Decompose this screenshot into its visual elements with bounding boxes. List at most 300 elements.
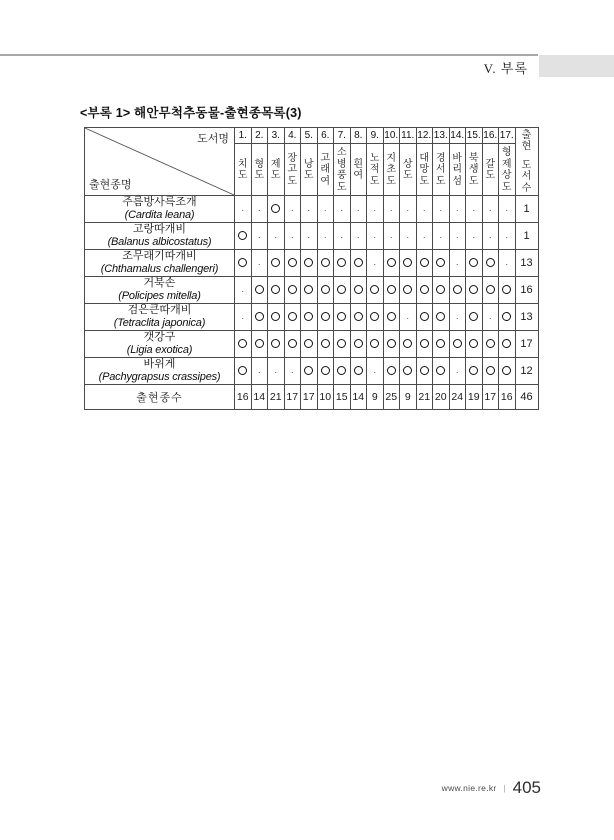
species-row <box>85 223 539 250</box>
presence-circle-icon <box>304 285 313 294</box>
presence-circle-icon <box>436 339 445 348</box>
absence-dot-icon: · <box>257 205 261 215</box>
presence-circle-icon <box>436 312 445 321</box>
absence-dot-icon: · <box>340 205 344 215</box>
presence-cell <box>416 304 433 331</box>
species-row <box>85 277 539 304</box>
presence-circle-icon <box>321 366 330 375</box>
island-name-char: 상 <box>501 170 512 181</box>
island-name-char: 도 <box>270 170 281 181</box>
island-species-count-6: 10 <box>317 385 334 410</box>
island-name-text <box>301 158 317 182</box>
island-name-char: 도 <box>336 181 347 193</box>
presence-circle-icon <box>304 258 313 267</box>
absence-dot-icon: · <box>290 367 294 377</box>
presence-circle-icon <box>288 258 297 267</box>
total-header-char: 현 <box>521 141 532 153</box>
island-name-char: 도 <box>287 175 298 187</box>
presence-cell <box>350 277 367 304</box>
island-species-count-7: 15 <box>334 385 351 410</box>
island-name-char: 망 <box>419 164 430 176</box>
absence-dot-icon: · <box>472 205 476 215</box>
absence-dot-icon: · <box>257 259 261 269</box>
presence-cell <box>301 196 318 223</box>
absence-dot-icon: · <box>373 367 377 377</box>
presence-circle-icon <box>436 285 445 294</box>
species-scientific-name: (Pachygrapsus crassipes) <box>98 371 221 383</box>
presence-cell <box>499 277 516 304</box>
island-name-char: 형 <box>501 147 512 158</box>
absence-dot-icon: · <box>373 259 377 269</box>
island-name-char: 도 <box>254 170 265 181</box>
presence-circle-icon <box>271 258 280 267</box>
footer-separator: | <box>503 783 506 793</box>
island-name-char: 서 <box>435 164 446 176</box>
presence-cell <box>383 304 400 331</box>
absence-dot-icon: · <box>455 232 459 242</box>
total-header-char: 도 <box>521 159 532 171</box>
species-row <box>85 304 539 331</box>
presence-cell <box>284 358 301 385</box>
absence-dot-icon: · <box>241 286 245 296</box>
island-name-15 <box>466 144 483 196</box>
presence-cell <box>235 250 252 277</box>
presence-circle-icon <box>354 285 363 294</box>
species-total-cell: 1 <box>515 196 538 223</box>
presence-cell <box>383 277 400 304</box>
presence-circle-icon <box>354 312 363 321</box>
island-species-count-5: 17 <box>301 385 318 410</box>
presence-cell <box>466 331 483 358</box>
island-name-char: 바 <box>452 152 463 164</box>
presence-cell <box>367 250 384 277</box>
presence-circle-icon <box>354 339 363 348</box>
island-name-char: 제 <box>501 158 512 170</box>
corner-label-island: 도서명 <box>197 133 229 145</box>
island-name-char: 리 <box>452 164 463 176</box>
island-name-char: 갈 <box>485 158 496 170</box>
island-name-char: 고 <box>320 152 331 164</box>
corner-cell <box>85 128 235 196</box>
presence-cell <box>350 196 367 223</box>
island-number-5: 5. <box>301 128 318 144</box>
presence-circle-icon <box>502 366 511 375</box>
presence-cell <box>367 223 384 250</box>
island-name-5 <box>301 144 318 196</box>
presence-cell <box>284 223 301 250</box>
presence-circle-icon <box>304 312 313 321</box>
island-number-14: 14. <box>449 128 466 144</box>
presence-cell <box>367 196 384 223</box>
island-name-char: 도 <box>402 170 413 181</box>
absence-dot-icon: · <box>488 232 492 242</box>
presence-cell <box>482 304 499 331</box>
presence-cell <box>268 304 285 331</box>
absence-dot-icon: · <box>406 232 410 242</box>
presence-cell <box>400 223 417 250</box>
presence-cell <box>466 250 483 277</box>
island-name-char: 지 <box>386 152 397 164</box>
presence-cell <box>301 250 318 277</box>
presence-circle-icon <box>238 366 247 375</box>
presence-cell <box>235 331 252 358</box>
presence-circle-icon <box>403 258 412 267</box>
presence-circle-icon <box>337 312 346 321</box>
presence-circle-icon <box>288 285 297 294</box>
species-row <box>85 358 539 385</box>
presence-cell <box>301 277 318 304</box>
presence-circle-icon <box>255 312 264 321</box>
island-species-count-4: 17 <box>284 385 301 410</box>
island-name-text <box>433 152 449 188</box>
island-name-3 <box>268 144 285 196</box>
presence-circle-icon <box>271 312 280 321</box>
island-name-char: 장 <box>287 152 298 164</box>
presence-cell <box>268 196 285 223</box>
island-name-text <box>351 158 367 182</box>
island-number-3: 3. <box>268 128 285 144</box>
presence-cell <box>284 304 301 331</box>
island-name-char: 병 <box>336 158 347 170</box>
presence-circle-icon <box>469 285 478 294</box>
table-head <box>85 128 539 196</box>
presence-circle-icon <box>420 285 429 294</box>
species-scientific-name: (Policipes mitella) <box>118 290 201 302</box>
presence-cell <box>400 196 417 223</box>
presence-cell <box>466 223 483 250</box>
island-name-char: 북 <box>468 152 479 164</box>
presence-circle-icon <box>304 339 313 348</box>
presence-cell <box>449 358 466 385</box>
footer-site-url: www.nie.re.kr <box>441 783 497 793</box>
island-species-count-14: 24 <box>449 385 466 410</box>
island-name-char: 형 <box>254 158 265 170</box>
presence-cell <box>482 223 499 250</box>
island-name-char: 고 <box>287 164 298 176</box>
species-korean-name: 주름방사륵조개 <box>122 196 197 208</box>
presence-cell <box>499 331 516 358</box>
absence-dot-icon: · <box>389 205 393 215</box>
total-header-char: 출 <box>521 129 532 141</box>
presence-circle-icon <box>387 312 396 321</box>
island-name-text <box>483 158 499 182</box>
presence-circle-icon <box>420 258 429 267</box>
presence-cell <box>449 277 466 304</box>
absence-dot-icon: · <box>439 232 443 242</box>
presence-circle-icon <box>337 258 346 267</box>
presence-cell <box>334 277 351 304</box>
presence-cell <box>268 277 285 304</box>
island-name-text <box>268 158 284 182</box>
island-species-count-15: 19 <box>466 385 483 410</box>
species-scientific-name: (Tetraclita japonica) <box>113 317 206 329</box>
grand-total-cell: 46 <box>515 385 538 410</box>
header-rule <box>0 54 538 56</box>
island-name-char: 생 <box>468 164 479 176</box>
presence-cell <box>268 223 285 250</box>
section-label: V. 부록 <box>483 61 528 76</box>
presence-circle-icon <box>420 366 429 375</box>
absence-dot-icon: · <box>274 367 278 377</box>
species-total-cell: 16 <box>515 277 538 304</box>
presence-cell <box>251 331 268 358</box>
presence-circle-icon <box>420 339 429 348</box>
corner-label-species: 출현종명 <box>89 179 132 191</box>
species-korean-name: 검은큰따개비 <box>127 304 192 316</box>
presence-circle-icon <box>469 312 478 321</box>
presence-cell <box>433 277 450 304</box>
absence-dot-icon: · <box>472 232 476 242</box>
island-name-text <box>285 152 301 188</box>
species-name-cell <box>85 223 235 250</box>
presence-cell <box>383 358 400 385</box>
presence-circle-icon <box>486 366 495 375</box>
absence-dot-icon: · <box>356 232 360 242</box>
presence-cell <box>334 331 351 358</box>
presence-cell <box>433 358 450 385</box>
presence-cell <box>334 223 351 250</box>
island-name-1 <box>235 144 252 196</box>
presence-cell <box>235 223 252 250</box>
island-name-text <box>235 158 251 182</box>
presence-cell <box>383 223 400 250</box>
presence-circle-icon <box>238 258 247 267</box>
presence-circle-icon <box>387 285 396 294</box>
island-number-1: 1. <box>235 128 252 144</box>
absence-dot-icon: · <box>340 232 344 242</box>
absence-dot-icon: · <box>274 232 278 242</box>
presence-cell <box>482 358 499 385</box>
presence-circle-icon <box>436 366 445 375</box>
total-column-header <box>515 128 538 196</box>
presence-cell <box>482 250 499 277</box>
presence-cell <box>466 196 483 223</box>
footer-row <box>85 385 539 410</box>
island-number-2: 2. <box>251 128 268 144</box>
presence-circle-icon <box>387 339 396 348</box>
presence-cell <box>499 196 516 223</box>
presence-cell <box>416 331 433 358</box>
species-count-label: 출현종수 <box>85 385 235 410</box>
species-name-cell <box>85 304 235 331</box>
presence-circle-icon <box>271 204 280 213</box>
presence-cell <box>268 331 285 358</box>
presence-cell <box>284 331 301 358</box>
island-name-text <box>367 152 383 188</box>
island-species-count-12: 21 <box>416 385 433 410</box>
presence-cell <box>433 196 450 223</box>
absence-dot-icon: · <box>505 205 509 215</box>
presence-cell <box>367 304 384 331</box>
island-number-9: 9. <box>367 128 384 144</box>
presence-circle-icon <box>238 231 247 240</box>
presence-cell <box>383 250 400 277</box>
island-species-count-9: 9 <box>367 385 384 410</box>
presence-cell <box>367 331 384 358</box>
species-total-cell: 13 <box>515 304 538 331</box>
island-name-char: 래 <box>320 164 331 176</box>
absence-dot-icon: · <box>439 205 443 215</box>
absence-dot-icon: · <box>455 205 459 215</box>
presence-cell <box>301 331 318 358</box>
island-species-count-10: 25 <box>383 385 400 410</box>
presence-cell <box>482 277 499 304</box>
island-number-7: 7. <box>334 128 351 144</box>
presence-cell <box>350 250 367 277</box>
absence-dot-icon: · <box>505 259 509 269</box>
section-tab <box>539 55 614 77</box>
presence-cell <box>416 223 433 250</box>
presence-circle-icon <box>453 339 462 348</box>
presence-cell <box>317 331 334 358</box>
absence-dot-icon: · <box>356 205 360 215</box>
species-korean-name: 고랑따개비 <box>132 223 187 235</box>
presence-cell <box>334 250 351 277</box>
absence-dot-icon: · <box>323 232 327 242</box>
species-row <box>85 250 539 277</box>
island-number-12: 12. <box>416 128 433 144</box>
island-name-char: 도 <box>468 175 479 187</box>
absence-dot-icon: · <box>373 205 377 215</box>
absence-dot-icon: · <box>373 232 377 242</box>
island-name-char: 제 <box>270 158 281 170</box>
presence-circle-icon <box>255 285 264 294</box>
island-species-count-3: 21 <box>268 385 285 410</box>
species-total-cell: 12 <box>515 358 538 385</box>
island-number-15: 15. <box>466 128 483 144</box>
species-name-cell <box>85 331 235 358</box>
species-korean-name: 바위게 <box>143 358 176 370</box>
island-name-char: 흰 <box>353 158 364 170</box>
presence-cell <box>499 250 516 277</box>
island-name-char: 노 <box>369 152 380 164</box>
island-name-char: 풍 <box>336 170 347 181</box>
species-row <box>85 331 539 358</box>
presence-circle-icon <box>403 366 412 375</box>
island-name-text <box>499 146 515 193</box>
presence-cell <box>466 358 483 385</box>
presence-cell <box>367 358 384 385</box>
absence-dot-icon: · <box>455 367 459 377</box>
island-name-char: 치 <box>237 158 248 170</box>
presence-cell <box>400 304 417 331</box>
presence-circle-icon <box>354 258 363 267</box>
presence-cell <box>317 304 334 331</box>
presence-cell <box>449 196 466 223</box>
absence-dot-icon: · <box>505 232 509 242</box>
island-number-16: 16. <box>482 128 499 144</box>
presence-cell <box>499 304 516 331</box>
absence-dot-icon: · <box>406 313 410 323</box>
presence-circle-icon <box>288 339 297 348</box>
presence-circle-icon <box>255 339 264 348</box>
island-name-10 <box>383 144 400 196</box>
presence-circle-icon <box>387 258 396 267</box>
presence-cell <box>400 358 417 385</box>
species-row <box>85 196 539 223</box>
absence-dot-icon: · <box>290 205 294 215</box>
presence-cell <box>251 304 268 331</box>
species-scientific-name: (Cardita leana) <box>124 209 195 221</box>
presence-cell <box>251 358 268 385</box>
presence-circle-icon <box>486 339 495 348</box>
presence-cell <box>317 277 334 304</box>
presence-circle-icon <box>288 312 297 321</box>
presence-cell <box>416 196 433 223</box>
island-number-8: 8. <box>350 128 367 144</box>
island-number-4: 4. <box>284 128 301 144</box>
island-name-8 <box>350 144 367 196</box>
page-title: <부록 1> 해안무척추동물-출현종목록(3) <box>80 106 302 120</box>
total-header-text <box>516 129 538 195</box>
presence-cell <box>251 277 268 304</box>
presence-cell <box>433 223 450 250</box>
presence-cell <box>235 277 252 304</box>
island-name-7 <box>334 144 351 196</box>
island-name-char: 낭 <box>303 158 314 170</box>
absence-dot-icon: · <box>422 232 426 242</box>
presence-circle-icon <box>502 312 511 321</box>
presence-circle-icon <box>370 285 379 294</box>
presence-cell <box>301 358 318 385</box>
presence-circle-icon <box>387 366 396 375</box>
presence-cell <box>334 196 351 223</box>
island-species-count-2: 14 <box>251 385 268 410</box>
presence-circle-icon <box>486 285 495 294</box>
species-name-cell <box>85 250 235 277</box>
island-name-char: 도 <box>303 170 314 181</box>
species-name-cell <box>85 277 235 304</box>
presence-circle-icon <box>370 312 379 321</box>
island-name-14 <box>449 144 466 196</box>
presence-cell <box>449 250 466 277</box>
presence-circle-icon <box>321 258 330 267</box>
absence-dot-icon: · <box>422 205 426 215</box>
presence-circle-icon <box>354 366 363 375</box>
presence-cell <box>482 196 499 223</box>
species-total-cell: 1 <box>515 223 538 250</box>
island-name-char: 도 <box>369 175 380 187</box>
presence-circle-icon <box>436 258 445 267</box>
table-body <box>85 196 539 385</box>
island-name-text <box>417 152 433 188</box>
island-name-char: 도 <box>419 175 430 187</box>
presence-cell <box>433 304 450 331</box>
presence-cell <box>284 250 301 277</box>
absence-dot-icon: · <box>307 205 311 215</box>
island-number-10: 10. <box>383 128 400 144</box>
presence-cell <box>268 358 285 385</box>
presence-cell <box>317 196 334 223</box>
absence-dot-icon: · <box>406 205 410 215</box>
presence-cell <box>449 223 466 250</box>
island-name-char: 대 <box>419 152 430 164</box>
presence-circle-icon <box>337 366 346 375</box>
species-name-cell <box>85 358 235 385</box>
absence-dot-icon: · <box>455 313 459 323</box>
head-row-numbers <box>85 128 539 144</box>
presence-cell <box>433 250 450 277</box>
island-name-char: 도 <box>435 175 446 187</box>
island-name-4 <box>284 144 301 196</box>
presence-circle-icon <box>321 339 330 348</box>
table-foot <box>85 385 539 410</box>
total-header-char: 수 <box>521 182 532 194</box>
island-name-text <box>252 158 268 182</box>
species-scientific-name: (Balanus albicostatus) <box>107 236 212 248</box>
page-footer <box>0 778 541 798</box>
species-name-cell <box>85 196 235 223</box>
